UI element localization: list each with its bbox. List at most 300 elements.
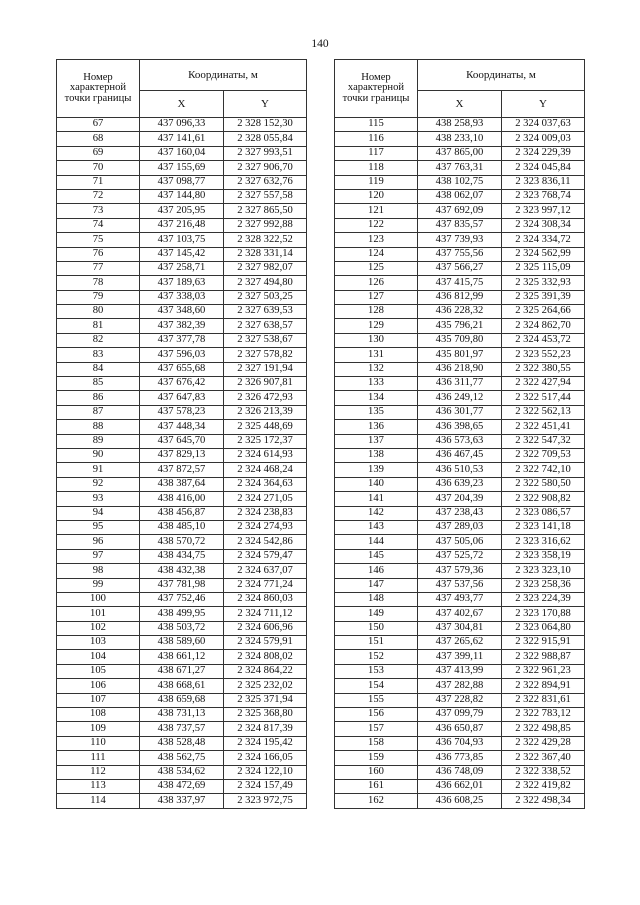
- point-number-cell: 93: [57, 492, 140, 506]
- x-coordinate-cell: 438 233,10: [418, 132, 502, 146]
- coordinates-table-right: [334, 59, 585, 809]
- table-row: [335, 650, 585, 664]
- x-coordinate-cell: 437 413,99: [418, 664, 502, 678]
- x-coordinate-cell: 438 737,57: [140, 722, 224, 736]
- y-coordinate-cell: 2 324 864,22: [224, 664, 307, 678]
- x-coordinate-cell: 437 781,98: [140, 578, 224, 592]
- point-number-cell: 107: [57, 693, 140, 707]
- x-coordinate-cell: 437 216,48: [140, 218, 224, 232]
- coordinates-table-left: [56, 59, 307, 809]
- y-coordinate-cell: 2 322 451,41: [502, 420, 585, 434]
- x-coordinate-cell: 436 662,01: [418, 779, 502, 793]
- x-coordinate-cell: 437 144,80: [140, 189, 224, 203]
- table-row: [335, 276, 585, 290]
- point-number-cell: 79: [57, 290, 140, 304]
- y-coordinate-cell: 2 324 808,02: [224, 650, 307, 664]
- y-coordinate-cell: 2 324 614,93: [224, 448, 307, 462]
- y-coordinate-cell: 2 324 453,72: [502, 333, 585, 347]
- point-number-cell: 73: [57, 204, 140, 218]
- point-number-cell: 118: [335, 161, 418, 175]
- x-coordinate-cell: 437 160,04: [140, 146, 224, 160]
- point-number-cell: 96: [57, 535, 140, 549]
- y-coordinate-cell: 2 327 503,25: [224, 290, 307, 304]
- table-row: [57, 333, 307, 347]
- y-coordinate-cell: 2 324 229,39: [502, 146, 585, 160]
- x-coordinate-cell: 438 570,72: [140, 535, 224, 549]
- y-coordinate-cell: 2 323 552,23: [502, 348, 585, 362]
- x-coordinate-cell: 437 752,46: [140, 592, 224, 606]
- table-row: [57, 693, 307, 707]
- point-number-cell: 155: [335, 693, 418, 707]
- point-number-cell: 125: [335, 261, 418, 275]
- y-coordinate-cell: 2 324 862,70: [502, 319, 585, 333]
- point-number-cell: 116: [335, 132, 418, 146]
- x-coordinate-cell: 437 189,63: [140, 276, 224, 290]
- y-coordinate-cell: 2 324 771,24: [224, 578, 307, 592]
- y-coordinate-cell: 2 322 498,34: [502, 794, 585, 808]
- table-row: [335, 592, 585, 606]
- y-coordinate-cell: 2 322 367,40: [502, 751, 585, 765]
- x-coordinate-cell: 437 692,09: [418, 204, 502, 218]
- y-coordinate-cell: 2 327 982,07: [224, 261, 307, 275]
- y-coordinate-cell: 2 322 419,82: [502, 779, 585, 793]
- table-row: [335, 348, 585, 362]
- table-row: [57, 161, 307, 175]
- y-coordinate-cell: 2 322 742,10: [502, 463, 585, 477]
- y-coordinate-cell: 2 327 494,80: [224, 276, 307, 290]
- table-row: [335, 362, 585, 376]
- x-coordinate-cell: 436 704,93: [418, 736, 502, 750]
- x-coordinate-cell: 437 098,77: [140, 175, 224, 189]
- table-row: [335, 146, 585, 160]
- point-number-cell: 158: [335, 736, 418, 750]
- y-coordinate-cell: 2 322 580,50: [502, 477, 585, 491]
- x-coordinate-cell: 437 655,68: [140, 362, 224, 376]
- table-row: [57, 405, 307, 419]
- x-coordinate-cell: 437 676,42: [140, 377, 224, 391]
- point-number-cell: 129: [335, 319, 418, 333]
- x-coordinate-cell: 438 562,75: [140, 751, 224, 765]
- point-number-cell: 89: [57, 434, 140, 448]
- y-coordinate-cell: 2 328 152,30: [224, 118, 307, 132]
- x-coordinate-cell: 438 671,27: [140, 664, 224, 678]
- x-coordinate-cell: 437 579,36: [418, 564, 502, 578]
- point-number-cell: 69: [57, 146, 140, 160]
- x-coordinate-cell: 438 472,69: [140, 779, 224, 793]
- y-coordinate-cell: 2 324 037,63: [502, 118, 585, 132]
- x-coordinate-cell: 438 503,72: [140, 621, 224, 635]
- y-coordinate-cell: 2 324 579,91: [224, 636, 307, 650]
- table-row: [57, 794, 307, 808]
- y-coordinate-cell: 2 327 557,58: [224, 189, 307, 203]
- y-coordinate-cell: 2 325 115,09: [502, 261, 585, 275]
- y-coordinate-cell: 2 327 538,67: [224, 333, 307, 347]
- y-coordinate-cell: 2 322 547,32: [502, 434, 585, 448]
- table-row: [335, 693, 585, 707]
- y-coordinate-cell: 2 327 865,50: [224, 204, 307, 218]
- x-coordinate-cell: 437 763,31: [418, 161, 502, 175]
- header-coordinates: Координаты, м: [140, 60, 307, 91]
- point-number-cell: 145: [335, 549, 418, 563]
- point-number-cell: 124: [335, 247, 418, 261]
- table-row: [335, 319, 585, 333]
- table-row: [335, 636, 585, 650]
- y-coordinate-cell: 2 323 064,80: [502, 621, 585, 635]
- point-number-cell: 90: [57, 448, 140, 462]
- point-number-cell: 132: [335, 362, 418, 376]
- table-row: [335, 175, 585, 189]
- point-number-cell: 123: [335, 233, 418, 247]
- x-coordinate-cell: 437 282,88: [418, 679, 502, 693]
- x-coordinate-cell: 436 510,53: [418, 463, 502, 477]
- y-coordinate-cell: 2 326 907,81: [224, 377, 307, 391]
- x-coordinate-cell: 436 812,99: [418, 290, 502, 304]
- point-number-cell: 83: [57, 348, 140, 362]
- table-row: [57, 391, 307, 405]
- table-row: [57, 146, 307, 160]
- x-coordinate-cell: 437 382,39: [140, 319, 224, 333]
- y-coordinate-cell: 2 326 472,93: [224, 391, 307, 405]
- x-coordinate-cell: 437 645,70: [140, 434, 224, 448]
- y-coordinate-cell: 2 325 232,02: [224, 679, 307, 693]
- table-row: [335, 204, 585, 218]
- x-coordinate-cell: 437 155,69: [140, 161, 224, 175]
- point-number-cell: 136: [335, 420, 418, 434]
- table-row: [57, 276, 307, 290]
- point-number-cell: 151: [335, 636, 418, 650]
- x-coordinate-cell: 437 099,79: [418, 708, 502, 722]
- point-number-cell: 99: [57, 578, 140, 592]
- point-number-cell: 120: [335, 189, 418, 203]
- x-coordinate-cell: 437 338,03: [140, 290, 224, 304]
- point-number-cell: 104: [57, 650, 140, 664]
- x-coordinate-cell: 437 415,75: [418, 276, 502, 290]
- y-coordinate-cell: 2 327 632,76: [224, 175, 307, 189]
- table-row: [335, 751, 585, 765]
- x-coordinate-cell: 438 062,07: [418, 189, 502, 203]
- x-coordinate-cell: 435 709,80: [418, 333, 502, 347]
- x-coordinate-cell: 437 525,72: [418, 549, 502, 563]
- y-coordinate-cell: 2 323 836,11: [502, 175, 585, 189]
- x-coordinate-cell: 438 485,10: [140, 520, 224, 534]
- x-coordinate-cell: 437 493,77: [418, 592, 502, 606]
- point-number-cell: 114: [57, 794, 140, 808]
- point-number-cell: 157: [335, 722, 418, 736]
- table-row: [57, 520, 307, 534]
- y-coordinate-cell: 2 324 817,39: [224, 722, 307, 736]
- point-number-cell: 150: [335, 621, 418, 635]
- y-coordinate-cell: 2 326 213,39: [224, 405, 307, 419]
- x-coordinate-cell: 438 102,75: [418, 175, 502, 189]
- table-row: [57, 549, 307, 563]
- table-row: [57, 118, 307, 132]
- table-row: [335, 434, 585, 448]
- y-coordinate-cell: 2 325 332,93: [502, 276, 585, 290]
- x-coordinate-cell: 436 573,63: [418, 434, 502, 448]
- y-coordinate-cell: 2 323 972,75: [224, 794, 307, 808]
- table-row: [335, 477, 585, 491]
- x-coordinate-cell: 438 416,00: [140, 492, 224, 506]
- y-coordinate-cell: 2 323 323,10: [502, 564, 585, 578]
- table-row: [57, 592, 307, 606]
- y-coordinate-cell: 2 323 316,62: [502, 535, 585, 549]
- point-number-cell: 108: [57, 708, 140, 722]
- x-coordinate-cell: 438 432,38: [140, 564, 224, 578]
- table-row: [335, 520, 585, 534]
- y-coordinate-cell: 2 325 371,94: [224, 693, 307, 707]
- point-number-cell: 117: [335, 146, 418, 160]
- table-row: [57, 535, 307, 549]
- table-row: [335, 564, 585, 578]
- table-row: [57, 362, 307, 376]
- y-coordinate-cell: 2 322 783,12: [502, 708, 585, 722]
- point-number-cell: 103: [57, 636, 140, 650]
- point-number-cell: 101: [57, 607, 140, 621]
- table-row: [335, 679, 585, 693]
- table-row: [335, 333, 585, 347]
- point-number-cell: 141: [335, 492, 418, 506]
- x-coordinate-cell: 436 301,77: [418, 405, 502, 419]
- table-row: [335, 664, 585, 678]
- point-number-cell: 144: [335, 535, 418, 549]
- point-number-cell: 113: [57, 779, 140, 793]
- point-number-cell: 72: [57, 189, 140, 203]
- y-coordinate-cell: 2 322 429,28: [502, 736, 585, 750]
- table-row: [57, 463, 307, 477]
- x-coordinate-cell: 437 238,43: [418, 506, 502, 520]
- table-row: [57, 607, 307, 621]
- y-coordinate-cell: 2 324 562,99: [502, 247, 585, 261]
- x-coordinate-cell: 437 204,39: [418, 492, 502, 506]
- y-coordinate-cell: 2 322 988,87: [502, 650, 585, 664]
- y-coordinate-cell: 2 322 427,94: [502, 377, 585, 391]
- table-row: [335, 189, 585, 203]
- table-row: [57, 233, 307, 247]
- table-row: [335, 506, 585, 520]
- table-row: [335, 779, 585, 793]
- y-coordinate-cell: 2 322 915,91: [502, 636, 585, 650]
- point-number-cell: 156: [335, 708, 418, 722]
- point-number-cell: 148: [335, 592, 418, 606]
- y-coordinate-cell: 2 327 993,51: [224, 146, 307, 160]
- table-row: [335, 420, 585, 434]
- y-coordinate-cell: 2 324 166,05: [224, 751, 307, 765]
- x-coordinate-cell: 436 748,09: [418, 765, 502, 779]
- x-coordinate-cell: 438 661,12: [140, 650, 224, 664]
- x-coordinate-cell: 435 801,97: [418, 348, 502, 362]
- table-row: [335, 247, 585, 261]
- point-number-cell: 80: [57, 305, 140, 319]
- y-coordinate-cell: 2 323 170,88: [502, 607, 585, 621]
- point-number-cell: 140: [335, 477, 418, 491]
- x-coordinate-cell: 437 537,56: [418, 578, 502, 592]
- table-row: [335, 405, 585, 419]
- table-row: [57, 261, 307, 275]
- y-coordinate-cell: 2 328 331,14: [224, 247, 307, 261]
- y-coordinate-cell: 2 324 468,24: [224, 463, 307, 477]
- point-number-cell: 102: [57, 621, 140, 635]
- point-number-cell: 111: [57, 751, 140, 765]
- point-number-cell: 142: [335, 506, 418, 520]
- page-number: 140: [311, 38, 329, 50]
- x-coordinate-cell: 437 596,03: [140, 348, 224, 362]
- table-row: [57, 319, 307, 333]
- table-row: [335, 535, 585, 549]
- x-coordinate-cell: 437 265,62: [418, 636, 502, 650]
- table-row: [57, 492, 307, 506]
- point-number-cell: 154: [335, 679, 418, 693]
- table-row: [335, 794, 585, 808]
- point-number-cell: 100: [57, 592, 140, 606]
- x-coordinate-cell: 437 289,03: [418, 520, 502, 534]
- point-number-cell: 160: [335, 765, 418, 779]
- table-row: [57, 477, 307, 491]
- table-row: [57, 420, 307, 434]
- point-number-cell: 133: [335, 377, 418, 391]
- table-row: [335, 492, 585, 506]
- table-row: [335, 391, 585, 405]
- y-coordinate-cell: 2 328 322,52: [224, 233, 307, 247]
- table-row: [57, 664, 307, 678]
- x-coordinate-cell: 437 755,56: [418, 247, 502, 261]
- x-coordinate-cell: 437 377,78: [140, 333, 224, 347]
- y-coordinate-cell: 2 324 542,86: [224, 535, 307, 549]
- point-number-cell: 71: [57, 175, 140, 189]
- x-coordinate-cell: 438 387,64: [140, 477, 224, 491]
- point-number-cell: 146: [335, 564, 418, 578]
- y-coordinate-cell: 2 323 997,12: [502, 204, 585, 218]
- point-number-cell: 162: [335, 794, 418, 808]
- table-row: [57, 204, 307, 218]
- y-coordinate-cell: 2 325 448,69: [224, 420, 307, 434]
- point-number-cell: 161: [335, 779, 418, 793]
- point-number-cell: 139: [335, 463, 418, 477]
- point-number-cell: 112: [57, 765, 140, 779]
- table-row: [335, 607, 585, 621]
- y-coordinate-cell: 2 322 961,23: [502, 664, 585, 678]
- point-number-cell: 159: [335, 751, 418, 765]
- y-coordinate-cell: 2 322 709,53: [502, 448, 585, 462]
- x-coordinate-cell: 436 608,25: [418, 794, 502, 808]
- point-number-cell: 137: [335, 434, 418, 448]
- point-number-cell: 149: [335, 607, 418, 621]
- y-coordinate-cell: 2 328 055,84: [224, 132, 307, 146]
- point-number-cell: 130: [335, 333, 418, 347]
- x-coordinate-cell: 437 578,23: [140, 405, 224, 419]
- y-coordinate-cell: 2 327 638,57: [224, 319, 307, 333]
- table-row: [335, 261, 585, 275]
- table-row: [57, 779, 307, 793]
- header-x: X: [140, 91, 224, 118]
- table-row: [335, 708, 585, 722]
- y-coordinate-cell: 2 324 606,96: [224, 621, 307, 635]
- y-coordinate-cell: 2 324 009,03: [502, 132, 585, 146]
- table-row: [57, 448, 307, 462]
- point-number-cell: 84: [57, 362, 140, 376]
- point-number-cell: 110: [57, 736, 140, 750]
- table-row: [57, 564, 307, 578]
- y-coordinate-cell: 2 322 562,13: [502, 405, 585, 419]
- point-number-cell: 76: [57, 247, 140, 261]
- table-row: [335, 765, 585, 779]
- table-row: [57, 247, 307, 261]
- point-number-cell: 82: [57, 333, 140, 347]
- y-coordinate-cell: 2 324 274,93: [224, 520, 307, 534]
- point-number-cell: 134: [335, 391, 418, 405]
- x-coordinate-cell: 436 249,12: [418, 391, 502, 405]
- y-coordinate-cell: 2 323 358,19: [502, 549, 585, 563]
- y-coordinate-cell: 2 322 908,82: [502, 492, 585, 506]
- table-row: [57, 290, 307, 304]
- y-coordinate-cell: 2 324 238,83: [224, 506, 307, 520]
- header-coordinates: Координаты, м: [418, 60, 585, 91]
- table-row: [57, 377, 307, 391]
- table-row: [57, 218, 307, 232]
- point-number-cell: 127: [335, 290, 418, 304]
- point-number-cell: 147: [335, 578, 418, 592]
- table-row: [335, 377, 585, 391]
- point-number-cell: 85: [57, 377, 140, 391]
- y-coordinate-cell: 2 325 172,37: [224, 434, 307, 448]
- y-coordinate-cell: 2 327 578,82: [224, 348, 307, 362]
- y-coordinate-cell: 2 323 768,74: [502, 189, 585, 203]
- y-coordinate-cell: 2 324 364,63: [224, 477, 307, 491]
- header-y: Y: [502, 91, 585, 118]
- y-coordinate-cell: 2 323 086,57: [502, 506, 585, 520]
- table-row: [335, 448, 585, 462]
- point-number-cell: 115: [335, 118, 418, 132]
- y-coordinate-cell: 2 324 045,84: [502, 161, 585, 175]
- y-coordinate-cell: 2 324 637,07: [224, 564, 307, 578]
- x-coordinate-cell: 438 337,97: [140, 794, 224, 808]
- point-number-cell: 68: [57, 132, 140, 146]
- x-coordinate-cell: 437 145,42: [140, 247, 224, 261]
- point-number-cell: 97: [57, 549, 140, 563]
- x-coordinate-cell: 436 218,90: [418, 362, 502, 376]
- y-coordinate-cell: 2 324 122,10: [224, 765, 307, 779]
- x-coordinate-cell: 438 528,48: [140, 736, 224, 750]
- x-coordinate-cell: 437 505,06: [418, 535, 502, 549]
- y-coordinate-cell: 2 324 711,12: [224, 607, 307, 621]
- x-coordinate-cell: 438 258,93: [418, 118, 502, 132]
- point-number-cell: 126: [335, 276, 418, 290]
- y-coordinate-cell: 2 324 157,49: [224, 779, 307, 793]
- table-row: [57, 348, 307, 362]
- point-number-cell: 74: [57, 218, 140, 232]
- y-coordinate-cell: 2 325 264,66: [502, 305, 585, 319]
- table-row: [335, 305, 585, 319]
- x-coordinate-cell: 435 796,21: [418, 319, 502, 333]
- table-row: [57, 132, 307, 146]
- y-coordinate-cell: 2 327 992,88: [224, 218, 307, 232]
- x-coordinate-cell: 437 205,95: [140, 204, 224, 218]
- x-coordinate-cell: 437 829,13: [140, 448, 224, 462]
- table-row: [335, 118, 585, 132]
- point-number-cell: 106: [57, 679, 140, 693]
- x-coordinate-cell: 438 589,60: [140, 636, 224, 650]
- point-number-cell: 75: [57, 233, 140, 247]
- x-coordinate-cell: 438 534,62: [140, 765, 224, 779]
- x-coordinate-cell: 437 739,93: [418, 233, 502, 247]
- point-number-cell: 128: [335, 305, 418, 319]
- table-row: [57, 578, 307, 592]
- point-number-cell: 81: [57, 319, 140, 333]
- x-coordinate-cell: 436 228,32: [418, 305, 502, 319]
- x-coordinate-cell: 437 103,75: [140, 233, 224, 247]
- x-coordinate-cell: 438 499,95: [140, 607, 224, 621]
- x-coordinate-cell: 437 835,57: [418, 218, 502, 232]
- y-coordinate-cell: 2 325 368,80: [224, 708, 307, 722]
